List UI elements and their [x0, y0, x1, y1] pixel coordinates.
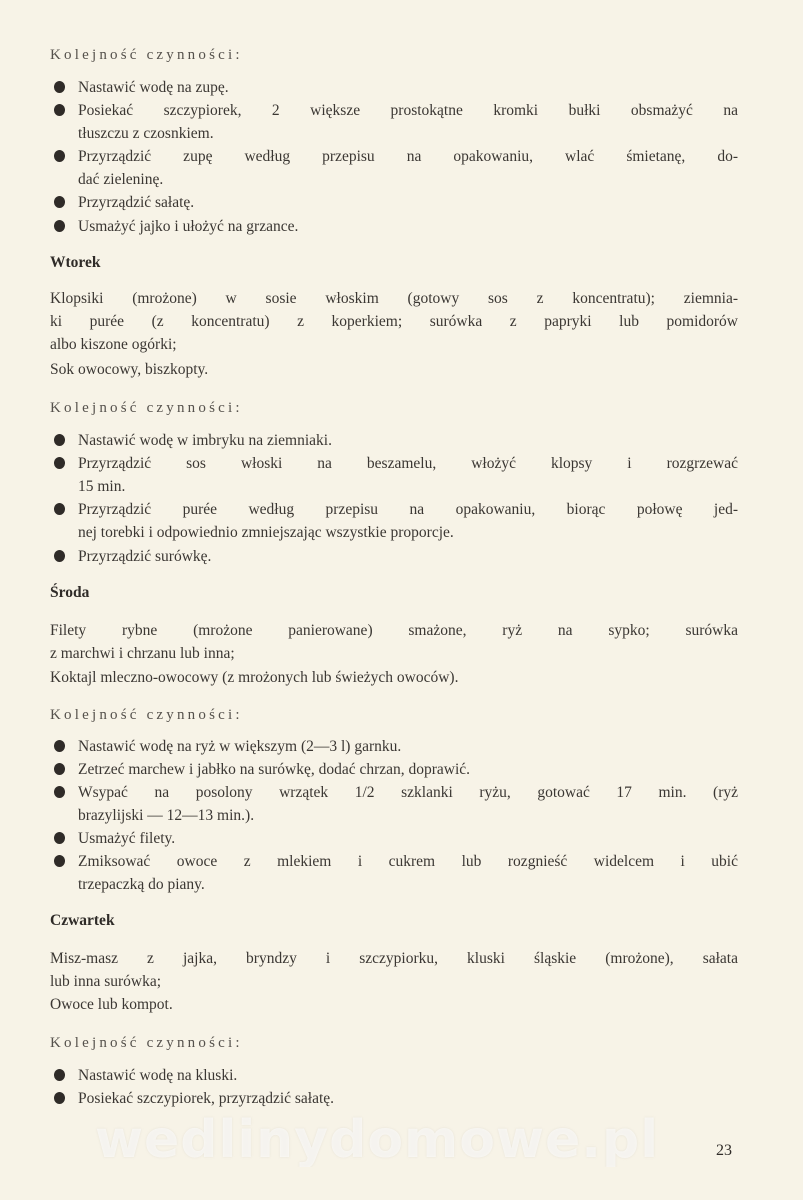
bullet-icon: [54, 786, 65, 798]
text-line: nej torebki i odpowiednio zmniejszając wszystkie proporcje.: [78, 524, 454, 541]
bullet-icon: [54, 503, 65, 515]
text-line: Posiekać szczypiorek, 2 większe prostokątne kromki bułki obsmażyć na: [78, 102, 738, 119]
text-line: ki purée (z koncentratu) z koperkiem; surówka z papryki lub pomidorów: [50, 313, 738, 330]
text-line: Czwartek: [50, 912, 115, 929]
text-line: Wsypać na posolony wrzątek 1/2 szklanki ryżu, gotować 17 min. (ryż: [78, 784, 738, 801]
text-line: Zmiksować owoce z mlekiem i cukrem lub rozgnieść widelcem i ubić: [78, 853, 738, 870]
text-line: Kolejność czynności:: [50, 1035, 243, 1051]
text-line: lub inna surówka;: [50, 973, 162, 990]
text-line: z marchwi i chrzanu lub inna;: [50, 645, 235, 662]
text-line: Usmażyć jajko i ułożyć na grzance.: [78, 218, 299, 235]
bullet-icon: [54, 740, 65, 752]
text-line: Nastawić wodę na kluski.: [78, 1067, 238, 1084]
bullet-icon: [54, 763, 65, 775]
text-line: dać zieleninę.: [78, 171, 164, 188]
text-line: albo kiszone ogórki;: [50, 336, 177, 353]
bullet-icon: [54, 550, 65, 562]
text-line: Nastawić wodę w imbryku na ziemniaki.: [78, 432, 332, 449]
text-line: 15 min.: [78, 478, 126, 495]
text-line: trzepaczką do piany.: [78, 876, 205, 893]
text-line: Sok owocowy, biszkopty.: [50, 361, 209, 378]
bullet-icon: [54, 1092, 65, 1104]
text-line: Przyrządzić purée według przepisu na opakowaniu, biorąc połowę jed-: [78, 501, 738, 518]
text-line: Kolejność czynności:: [50, 707, 243, 723]
bullet-icon: [54, 81, 65, 93]
text-line: brazylijski — 12—13 min.).: [78, 807, 255, 824]
text-line: Owoce lub kompot.: [50, 996, 173, 1013]
bullet-icon: [54, 434, 65, 446]
text-line: Środa: [50, 584, 90, 601]
text-line: Przyrządzić sałatę.: [78, 194, 195, 211]
text-line: Filety rybne (mrożone panierowane) smażone, ryż na sypko; surówka: [50, 622, 738, 639]
bullet-icon: [54, 832, 65, 844]
text-line: Koktajl mleczno-owocowy (z mrożonych lub świeżych owoców).: [50, 669, 459, 686]
text-line: Nastawić wodę na zupę.: [78, 79, 229, 96]
bullet-icon: [54, 104, 65, 116]
text-line: Posiekać szczypiorek, przyrządzić sałatę.: [78, 1090, 335, 1107]
text-line: Misz-masz z jajka, bryndzy i szczypiorku, kluski śląskie (mrożone), sałata: [50, 950, 738, 967]
text-line: Przyrządzić sos włoski na beszamelu, włożyć klopsy i rozgrzewać: [78, 455, 738, 472]
watermark: wedlinydomowe.pl: [95, 1113, 660, 1167]
text-line: Kolejność czynności:: [50, 400, 243, 416]
text-line: Wtorek: [50, 254, 101, 271]
text-line: Usmażyć filety.: [78, 830, 176, 847]
bullet-icon: [54, 1069, 65, 1081]
text-line: Zetrzeć marchew i jabłko na surówkę, dodać chrzan, doprawić.: [78, 761, 471, 778]
text-line: Przyrządzić surówkę.: [78, 548, 212, 565]
text-line: Nastawić wodę na ryż w większym (2—3 l) garnku.: [78, 738, 402, 755]
text-line: Kolejność czynności:: [50, 47, 243, 63]
bullet-icon: [54, 855, 65, 867]
bullet-icon: [54, 150, 65, 162]
text-line: Klopsiki (mrożone) w sosie włoskim (gotowy sos z koncentratu); ziemnia-: [50, 290, 738, 307]
page-number: 23: [716, 1142, 732, 1159]
bullet-icon: [54, 196, 65, 208]
text-line: Przyrządzić zupę według przepisu na opakowaniu, wlać śmietanę, do-: [78, 148, 738, 165]
text-line: tłuszczu z czosnkiem.: [78, 125, 214, 142]
bullet-icon: [54, 457, 65, 469]
bullet-icon: [54, 220, 65, 232]
